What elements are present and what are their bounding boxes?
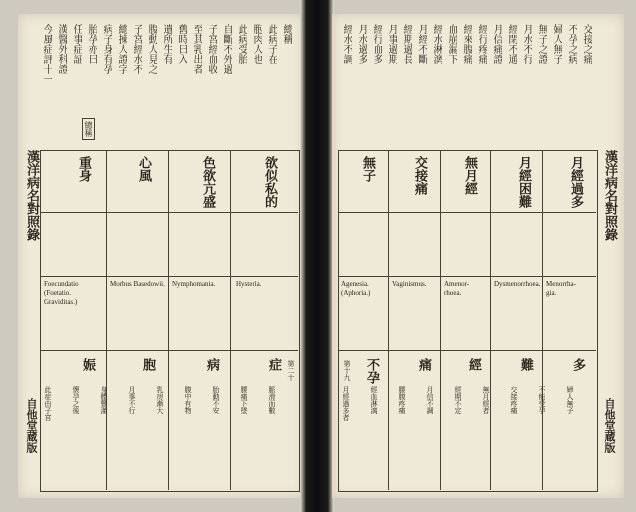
text-column: 腹動人見之: [146, 24, 157, 74]
left-page: [18, 14, 304, 498]
text-column: 身體豐滿: [100, 386, 108, 414]
text-column: 經閉不通: [506, 24, 517, 64]
entry-row2-label: 病: [204, 358, 219, 371]
text-column: 此病受胎: [236, 24, 247, 64]
text-column: 自斷不外過: [221, 24, 232, 74]
text-column: 胞肉人也: [251, 24, 262, 64]
text-column: 月事過期: [386, 24, 397, 64]
text-column: 乳房漸大: [156, 386, 164, 414]
left-side-title-bottom: 自他堂蔵版: [25, 398, 38, 453]
text-column: 經行疼痛: [476, 24, 487, 64]
text-column: 病子身有孕: [101, 24, 112, 74]
text-column: 婦人無子: [566, 386, 574, 414]
entry-latin: Vaginismus.: [392, 280, 427, 288]
text-column: 子宮經水不: [131, 24, 142, 74]
text-column: 無月經者: [482, 386, 490, 414]
text-column: 月水不行: [521, 24, 532, 64]
entry-kanji: 重身: [76, 156, 91, 182]
text-column: 經期不定: [454, 386, 462, 414]
entry-row2-label: 娠: [80, 358, 95, 371]
left-table-rule: [40, 276, 298, 277]
text-column: 任事症証: [71, 24, 82, 64]
text-column: 不能受孕: [538, 386, 546, 414]
text-column: 子宮經血收: [206, 24, 217, 74]
text-column: 月水過多: [356, 24, 367, 64]
text-column: 懷孕之後: [72, 386, 80, 414]
entry-kanji: 月經困難: [516, 156, 531, 208]
entry-kanji: 色欲亢盛: [200, 156, 215, 208]
text-column: 腰腹疼痛: [398, 386, 406, 414]
text-column: 腹中有物: [184, 386, 192, 414]
entry-kanji: 無子: [360, 156, 375, 182]
text-column: 胎孕亦曰: [86, 24, 97, 64]
entry-kanji: 欲似私的: [262, 156, 277, 208]
right-table-rule: [338, 350, 596, 351]
entry-latin: Hysteria.: [236, 280, 262, 288]
text-column: 此病子在: [266, 24, 277, 64]
text-column: 腰痛下墜: [240, 386, 248, 414]
text-column: 胎動不安: [212, 386, 220, 414]
entry-latin: Agenesia. (Aphoria.): [341, 280, 371, 297]
text-column: 經水不調: [341, 24, 352, 64]
right-side-title: 漢洋病名對照錄: [602, 150, 617, 241]
text-column: 交接疼痛: [510, 386, 518, 414]
right-table-divider: [440, 150, 441, 490]
entry-latin: Morbus Basedowii.: [110, 280, 165, 288]
text-column: 月事不行: [128, 386, 136, 414]
text-column: 經水淋漓: [431, 24, 442, 64]
left-page-number: 第二十: [287, 360, 295, 381]
left-table-divider: [230, 150, 231, 490]
left-box-label-text: 總: [84, 121, 93, 129]
entry-latin: Foecundatio (Foetatio. Graviditas.): [44, 280, 79, 306]
text-column: 經來腹痛: [461, 24, 472, 64]
entry-kanji: 心風: [136, 156, 151, 182]
entry-row2-label: 多: [570, 358, 585, 371]
text-column: 交接之痛: [581, 24, 592, 64]
text-column: 婦人無子: [551, 24, 562, 64]
left-box-label: [82, 118, 95, 140]
entry-row2-label: 不孕: [364, 358, 379, 384]
book-spine: [300, 0, 334, 512]
text-column: 血崩漏下: [446, 24, 457, 64]
right-table-rule: [338, 276, 596, 277]
right-table-divider: [388, 150, 389, 490]
entry-row2-label: 痛: [416, 358, 431, 371]
left-table-rule: [40, 212, 298, 213]
text-column: 經行血多: [371, 24, 382, 64]
text-column: 無子之證: [536, 24, 547, 64]
right-page: [332, 14, 624, 498]
entry-latin: Amenor- rhoea.: [444, 280, 470, 297]
text-column: 月信痛證: [491, 24, 502, 64]
text-column: 脈滑而數: [268, 386, 276, 414]
entry-row2-label: 經: [466, 358, 481, 371]
text-column: 月信不調: [426, 386, 434, 414]
right-page-number: 第十九: [343, 360, 351, 381]
entry-latin: Nymphomania.: [172, 280, 216, 288]
right-table-divider: [490, 150, 491, 490]
entry-latin: Menorrha- gia.: [546, 280, 576, 297]
right-side-title-bottom: 自他堂蔵版: [603, 398, 616, 453]
text-column: 月經不斷: [416, 24, 427, 64]
text-column: 月經過多者: [342, 386, 350, 421]
right-table-rule: [338, 212, 596, 213]
text-column: 此症由子宮: [44, 386, 52, 421]
text-column: 今風症評十一: [41, 24, 52, 84]
left-table-divider: [168, 150, 169, 490]
text-column: 總揀人證字: [116, 24, 127, 74]
entry-row2-label: 難: [518, 358, 533, 371]
entry-kanji: 交接痛: [412, 156, 427, 195]
entry-kanji: 月經過多: [568, 156, 583, 208]
text-column: 舊時曰入: [176, 24, 187, 64]
text-column: 至其乳出者: [191, 24, 202, 74]
text-column: 經血淋漓: [370, 386, 378, 414]
left-table-rule: [40, 350, 298, 351]
left-side-title: 漢洋病名對照錄: [24, 150, 39, 241]
entry-row2-label: 胞: [140, 358, 155, 371]
entry-kanji: 無月經: [462, 156, 477, 195]
text-column: 遺所生有: [161, 24, 172, 64]
text-column: 不孕之病: [566, 24, 577, 64]
entry-latin: Dysmenorrhoea.: [494, 280, 541, 288]
entry-row2-label: 症: [266, 358, 281, 371]
text-column: 漢醫外科證: [56, 24, 67, 74]
left-box-label-text-2: 稱: [84, 129, 93, 137]
text-column: 經期過長: [401, 24, 412, 64]
text-column: 總稱: [281, 24, 292, 44]
